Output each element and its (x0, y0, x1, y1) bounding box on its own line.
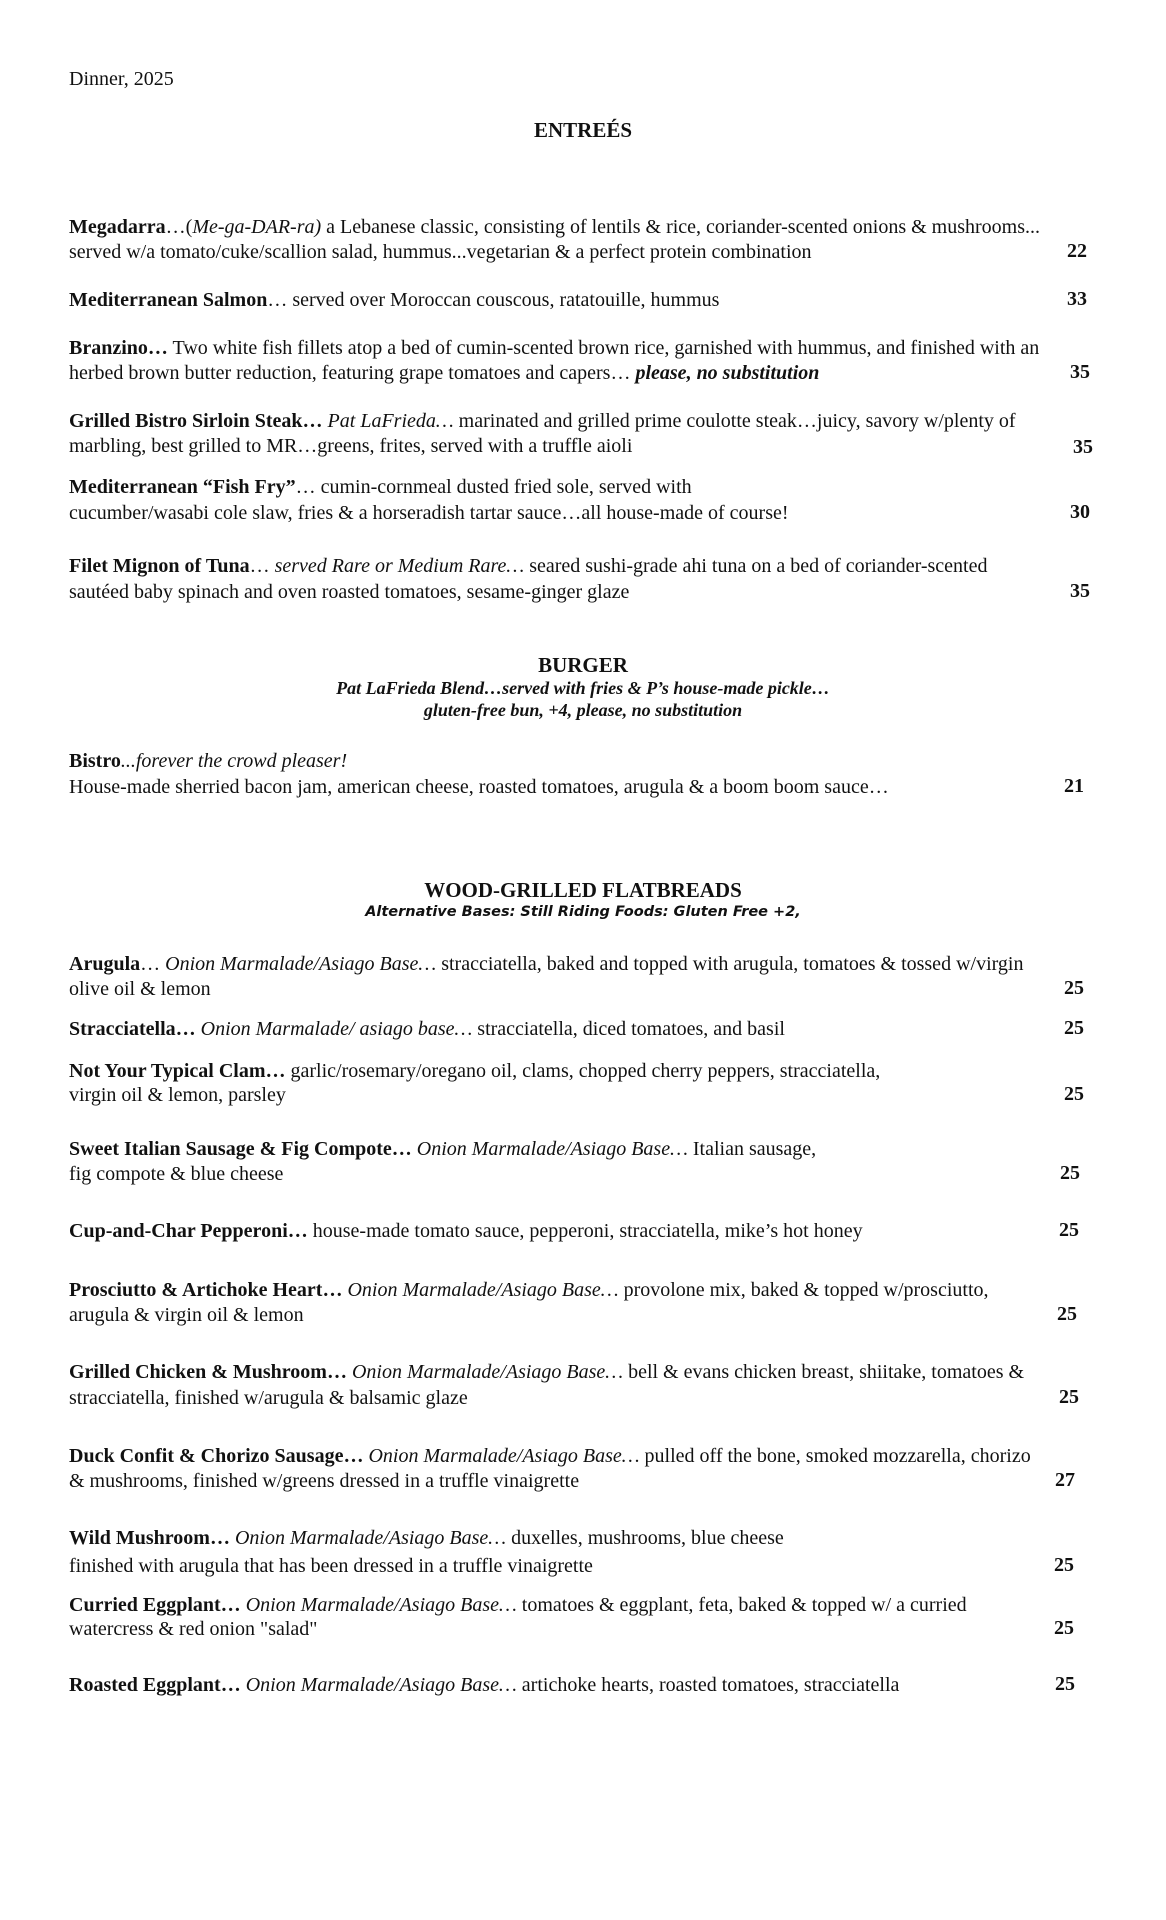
item-name: Filet Mignon of Tuna (69, 555, 250, 577)
item-name: Sweet Italian Sausage & Fig Compote… (69, 1138, 412, 1160)
item-desc: tomatoes & eggplant, feta, baked & topped w/ a curried (516, 1594, 967, 1616)
item-desc-line2: watercress & red onion "salad" (69, 1618, 318, 1640)
menu-item-branzino (69, 336, 1039, 361)
menu-item-fish-fry (69, 475, 692, 500)
item-desc: Two white fish fillets atop a bed of cumin-scented brown rice, garnished with hummus, and finished with an (167, 337, 1040, 359)
item-desc: house-made tomato sauce, pepperoni, stracciatella, mike’s hot honey (307, 1220, 863, 1242)
item-base: Onion Marmalade/Asiago Base… (411, 1138, 688, 1160)
item-desc: stracciatella, diced tomatoes, and basil (472, 1018, 785, 1040)
flatbreads-heading: WOOD-GRILLED FLATBREADS (424, 878, 742, 902)
menu-item-bistro-burger (69, 749, 347, 774)
item-base: Onion Marmalade/Asiago Base… (240, 1594, 517, 1616)
item-desc: pulled off the bone, smoked mozzarella, chorizo (639, 1445, 1031, 1467)
item-price: 25 (1054, 1554, 1074, 1576)
item-desc: bell & evans chicken breast, shiitake, tomatoes & (623, 1361, 1025, 1383)
item-price: 25 (1064, 1017, 1084, 1039)
item-ellipsis: … (249, 555, 275, 577)
menu-item-sausage-fig (69, 1137, 816, 1162)
item-name: Bistro (69, 750, 121, 772)
menu-item-grilled-chicken (69, 1360, 1024, 1385)
item-source: Pat LaFrieda… (322, 410, 454, 432)
item-price: 25 (1057, 1303, 1077, 1325)
item-pronunciation: Me-ga-DAR-ra) (192, 216, 322, 238)
item-name: Grilled Bistro Sirloin Steak… (69, 410, 323, 432)
item-name: Cup-and-Char Pepperoni… (69, 1220, 308, 1242)
menu-item-filet-mignon-tuna (69, 554, 987, 579)
item-desc-line2: stracciatella, finished w/arugula & balsamic glaze (69, 1387, 468, 1409)
item-desc: garlic/rosemary/oregano oil, clams, chopped cherry peppers, stracciatella, (285, 1060, 881, 1082)
item-desc-line2: fig compote & blue cheese (69, 1163, 284, 1185)
menu-item-arugula (69, 952, 1023, 977)
item-desc: Italian sausage, (687, 1138, 817, 1160)
item-desc-line2: olive oil & lemon (69, 978, 211, 1000)
item-name: Mediterranean “Fish Fry” (69, 476, 296, 498)
item-desc-line2: marbling, best grilled to MR…greens, frites, served with a truffle aioli (69, 435, 633, 457)
item-price: 25 (1060, 1162, 1080, 1184)
item-desc-line2: arugula & virgin oil & lemon (69, 1304, 304, 1326)
item-desc-line2 (69, 361, 819, 386)
item-price: 25 (1059, 1219, 1079, 1241)
item-name: Megadarra (69, 216, 166, 238)
item-desc: stracciatella, baked and topped with arugula, tomatoes & tossed w/virgin (436, 953, 1024, 975)
item-base: Onion Marmalade/Asiago Base… (240, 1674, 517, 1696)
item-price: 27 (1055, 1469, 1075, 1491)
menu-item-prosciutto (69, 1278, 989, 1303)
menu-item-pepperoni (69, 1219, 863, 1244)
item-price: 25 (1054, 1617, 1074, 1639)
item-name: Roasted Eggplant… (69, 1674, 241, 1696)
menu-item-roasted-eggplant (69, 1673, 899, 1698)
item-note: please, no substitution (635, 362, 820, 384)
item-base: Onion Marmalade/Asiago Base… (165, 953, 437, 975)
item-desc: … cumin-cornmeal dusted fried sole, served with (295, 476, 692, 498)
item-tagline: ...forever the crowd pleaser! (120, 750, 348, 772)
menu-item-megadarra (69, 215, 1040, 240)
burger-subtitle: Pat LaFrieda Blend…served with fries & P’s house-made pickle… (336, 678, 830, 698)
item-desc: herbed brown butter reduction, featuring grape tomatoes and capers… (69, 362, 636, 384)
item-price: 35 (1070, 580, 1090, 602)
menu-item-duck-confit (69, 1444, 1031, 1469)
item-base: Onion Marmalade/Asiago Base… (342, 1279, 619, 1301)
flatbreads-subtitle: Alternative Bases: Still Riding Foods: Gluten Free +2, (365, 904, 801, 920)
item-desc: marinated and grilled prime coulotte steak…juicy, savory w/plenty of (453, 410, 1016, 432)
item-price: 35 (1070, 361, 1090, 383)
item-desc: a Lebanese classic, consisting of lentils & rice, coriander-scented onions & mushrooms... (321, 216, 1041, 238)
item-desc: artichoke hearts, roasted tomatoes, stracciatella (516, 1674, 900, 1696)
item-price: 21 (1064, 775, 1084, 797)
entrees-heading: ENTREÉS (533, 118, 633, 142)
item-desc-line2: sautéed baby spinach and oven roasted tomatoes, sesame-ginger glaze (69, 581, 630, 603)
item-price: 22 (1067, 240, 1087, 262)
item-desc: seared sushi-grade ahi tuna on a bed of coriander-scented (524, 555, 988, 577)
menu-item-clam (69, 1059, 880, 1084)
item-desc-line2: & mushrooms, finished w/greens dressed in a truffle vinaigrette (69, 1470, 580, 1492)
item-style: served Rare or Medium Rare… (274, 555, 525, 577)
item-price: 25 (1059, 1386, 1079, 1408)
item-base: Onion Marmalade/Asiago Base… (363, 1445, 640, 1467)
item-name: Stracciatella… (69, 1018, 196, 1040)
item-desc: provolone mix, baked & topped w/prosciutto, (618, 1279, 989, 1301)
menu-item-sirloin-steak (69, 409, 1016, 434)
item-name: Arugula (69, 953, 141, 975)
item-price: 30 (1070, 501, 1090, 523)
item-desc-line2: finished with arugula that has been dressed in a truffle vinaigrette (69, 1555, 593, 1577)
item-name: Wild Mushroom… (69, 1527, 230, 1549)
item-desc-line2: virgin oil & lemon, parsley (69, 1084, 286, 1106)
item-price: 33 (1067, 288, 1087, 310)
menu-item-wild-mushroom (69, 1526, 784, 1551)
item-sep: …( (165, 216, 193, 238)
item-price: 25 (1055, 1673, 1075, 1695)
item-name: Grilled Chicken & Mushroom… (69, 1361, 347, 1383)
item-price: 35 (1073, 436, 1093, 458)
menu-item-mediterranean-salmon (69, 288, 719, 313)
item-price: 25 (1064, 977, 1084, 999)
item-name: Mediterranean Salmon (69, 289, 268, 311)
item-desc: duxelles, mushrooms, blue cheese (506, 1527, 784, 1549)
item-price: 25 (1064, 1083, 1084, 1105)
menu-item-stracciatella (69, 1017, 785, 1042)
item-ellipsis: … (140, 953, 166, 975)
item-name: Duck Confit & Chorizo Sausage… (69, 1445, 364, 1467)
menu-date: Dinner, 2025 (69, 68, 174, 90)
item-name: Prosciutto & Artichoke Heart… (69, 1279, 343, 1301)
item-desc: House-made sherried bacon jam, american cheese, roasted tomatoes, arugula & a boom boom sauce… (69, 776, 889, 798)
item-desc-line2: served w/a tomato/cuke/scallion salad, hummus...vegetarian & a perfect protein combination (69, 241, 812, 263)
item-name: Not Your Typical Clam… (69, 1060, 286, 1082)
menu-item-curried-eggplant (69, 1593, 967, 1618)
item-base: Onion Marmalade/ asiago base… (195, 1018, 473, 1040)
item-base: Onion Marmalade/Asiago Base… (346, 1361, 624, 1383)
item-name: Curried Eggplant… (69, 1594, 241, 1616)
item-name: Branzino… (69, 337, 168, 359)
item-base: Onion Marmalade/Asiago Base… (229, 1527, 507, 1549)
burger-heading: BURGER (538, 653, 628, 677)
burger-subtitle-2: gluten-free bun, +4, please, no substitution (423, 700, 743, 720)
item-desc: … served over Moroccan couscous, ratatouille, hummus (267, 289, 720, 311)
item-desc-line2: cucumber/wasabi cole slaw, fries & a horseradish tartar sauce…all house-made of course! (69, 502, 789, 524)
